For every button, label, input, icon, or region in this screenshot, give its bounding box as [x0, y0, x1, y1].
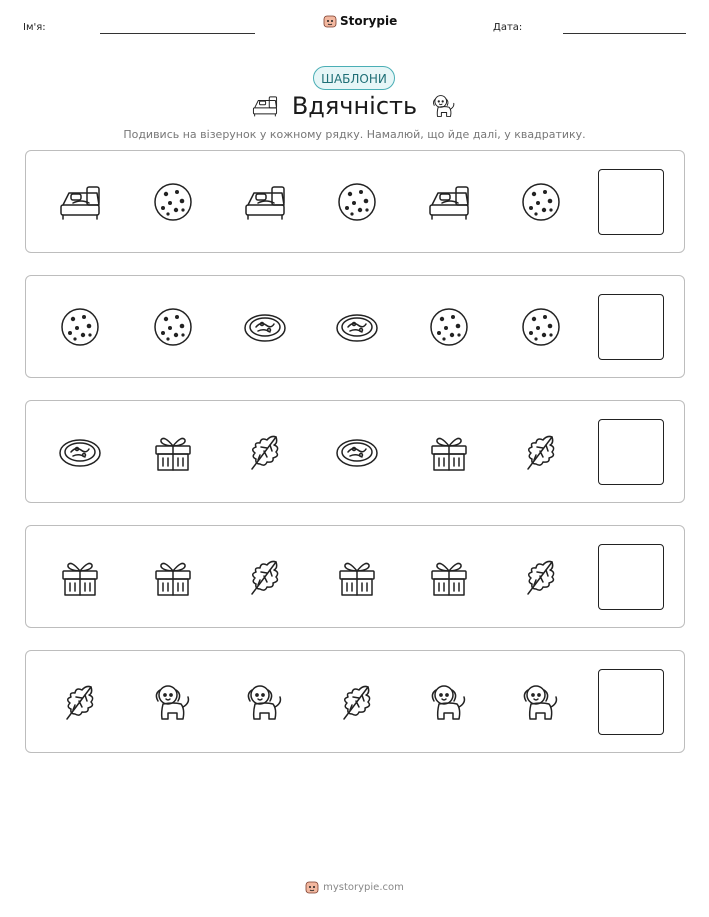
answer-box[interactable]	[598, 169, 664, 235]
cookie-icon	[518, 304, 564, 350]
pattern-row	[25, 275, 685, 378]
storypie-logo-icon	[305, 880, 319, 894]
cookie-icon	[57, 304, 103, 350]
cookie-icon	[150, 179, 196, 225]
gift-icon	[150, 429, 196, 475]
date-label: Дата:	[493, 22, 523, 33]
pattern-row	[25, 525, 685, 628]
answer-box[interactable]	[598, 294, 664, 360]
answer-box[interactable]	[598, 419, 664, 485]
pattern-row	[25, 650, 685, 753]
leaf-icon	[242, 554, 288, 600]
page-title: Вдячність	[291, 92, 418, 120]
gift-icon	[426, 429, 472, 475]
date-line[interactable]	[563, 33, 686, 34]
footer-url: mystorypie.com	[323, 881, 404, 893]
dog-icon	[429, 91, 459, 121]
cookie-icon	[150, 304, 196, 350]
gift-icon	[334, 554, 380, 600]
gift-icon	[150, 554, 196, 600]
answer-box[interactable]	[598, 544, 664, 610]
leaf-icon	[334, 679, 380, 725]
name-label: Ім'я:	[23, 22, 46, 33]
pattern-row	[25, 400, 685, 503]
name-line[interactable]	[100, 33, 255, 34]
leaf-icon	[57, 679, 103, 725]
leaf-icon	[518, 554, 564, 600]
pie-icon	[57, 429, 103, 475]
leaf-icon	[518, 429, 564, 475]
bed-icon	[57, 179, 103, 225]
instruction-text: Подивись на візерунок у кожному рядку. Намалюй, що йде далі, у квадратику.	[123, 128, 586, 141]
gift-icon	[426, 554, 472, 600]
pie-icon	[242, 304, 288, 350]
leaf-icon	[242, 429, 288, 475]
brand-name: Storypie	[340, 14, 398, 28]
cookie-icon	[334, 179, 380, 225]
dog-icon	[426, 679, 472, 725]
answer-box[interactable]	[598, 669, 664, 735]
pie-icon	[334, 304, 380, 350]
cookie-icon	[426, 304, 472, 350]
dog-icon	[242, 679, 288, 725]
pie-icon	[334, 429, 380, 475]
dog-icon	[518, 679, 564, 725]
bed-icon	[242, 179, 288, 225]
cookie-icon	[518, 179, 564, 225]
footer	[0, 880, 709, 894]
pattern-row	[25, 150, 685, 253]
gift-icon	[57, 554, 103, 600]
storypie-logo-icon	[323, 14, 337, 28]
bed-icon	[426, 179, 472, 225]
category-badge: ШАБЛОНИ	[313, 66, 395, 90]
brand-logo	[323, 14, 397, 28]
dog-icon	[150, 679, 196, 725]
